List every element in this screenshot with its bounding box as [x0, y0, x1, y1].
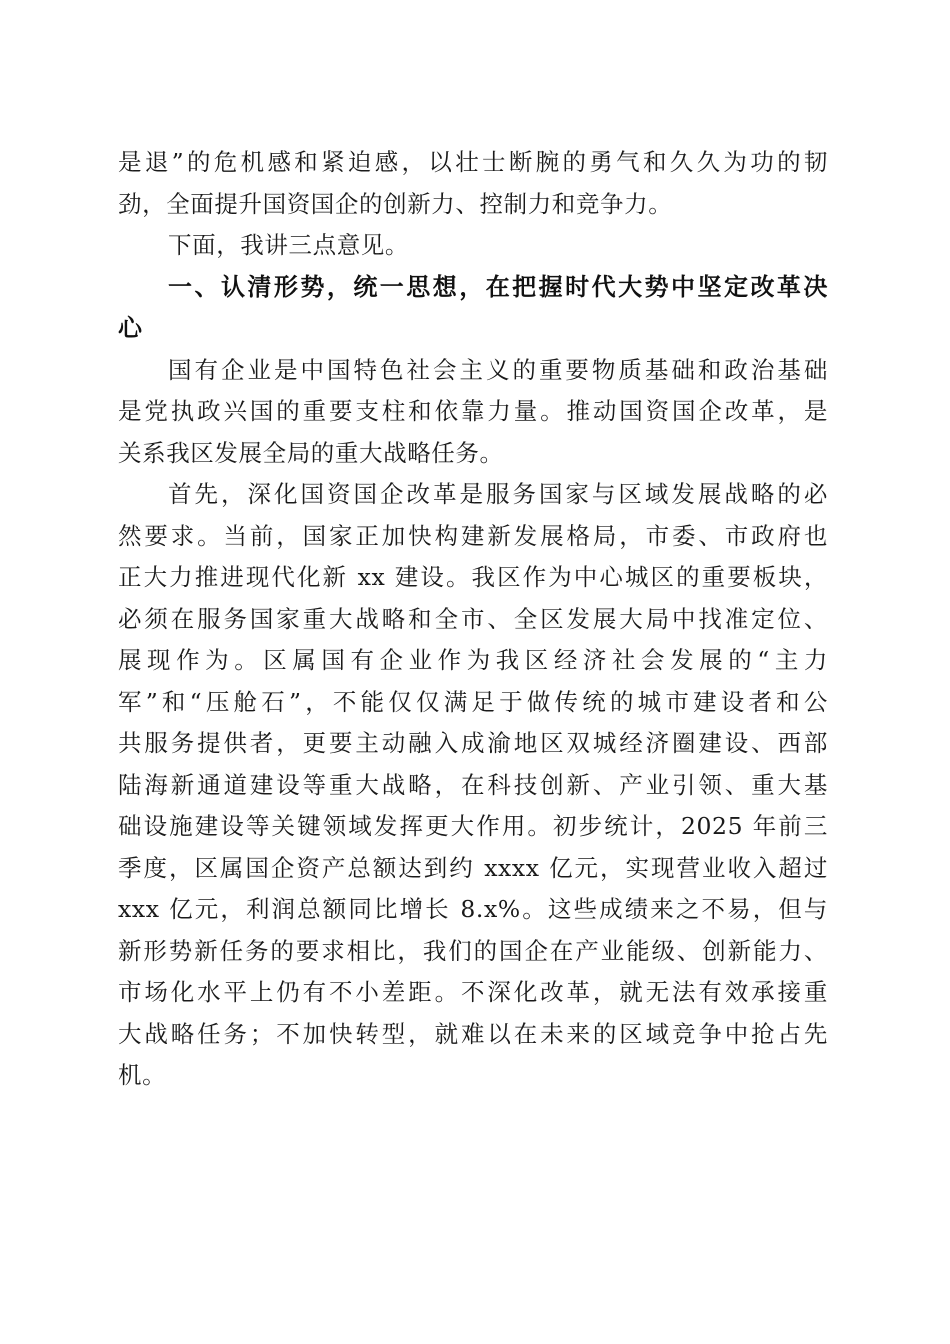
paragraph-line: 展现作为。区属国有企业作为我区经济社会发展的“主力 [118, 646, 828, 674]
paragraph-line: 必须在服务国家重大战略和全市、全区发展大局中找准定位、 [118, 604, 828, 633]
paragraph-line: 关系我区发展全局的重大战略任务。 [118, 438, 504, 467]
section-heading-continued: 心 [118, 314, 143, 342]
paragraph-line: 国有企业是中国特色社会主义的重要物质基础和政治基础 [168, 355, 828, 384]
paragraph-line: 陆海新通道建设等重大战略，在科技创新、产业引领、重大基 [118, 770, 828, 799]
paragraph-line: 军”和“压舱石”，不能仅仅满足于做传统的城市建设者和公 [118, 687, 828, 716]
paragraph-line: 共服务提供者，更要主动融入成渝地区双城经济圈建设、西部 [118, 729, 828, 757]
document-body [118, 142, 828, 1097]
paragraph-line: xxx 亿元，利润总额同比增长 8.x%。这些成绩来之不易，但与 [118, 895, 828, 923]
paragraph-line: 机。 [118, 1061, 167, 1089]
paragraph-line: 新形势新任务的要求相比，我们的国企在产业能级、创新能力、 [118, 936, 828, 965]
paragraph-line: 是党执政兴国的重要支柱和依靠力量。推动国资国企改革，是 [118, 397, 828, 425]
section-heading: 一、认清形势，统一思想，在把握时代大势中坚定改革决 [168, 272, 828, 301]
intro-line: 是退”的危机感和紧迫感，以壮士断腕的勇气和久久为功的韧 [118, 148, 828, 176]
paragraph-line: 正大力推进现代化新 xx 建设。我区作为中心城区的重要板块， [118, 563, 828, 591]
intro-line: 劲，全面提升国资国企的创新力、控制力和竞争力。 [118, 189, 673, 218]
paragraph-line: 首先，深化国资国企改革是服务国家与区域发展战略的必 [168, 480, 828, 508]
paragraph-line: 然要求。当前，国家正加快构建新发展格局，市委、市政府也 [118, 521, 828, 550]
paragraph-line: 大战略任务；不加快转型，就难以在未来的区域竞争中抢占先 [118, 1019, 828, 1048]
transition-sentence: 下面，我讲三点意见。 [168, 231, 409, 259]
paragraph-line: 季度，区属国企资产总额达到约 xxxx 亿元，实现营业收入超过 [118, 853, 828, 882]
paragraph-line: 础设施建设等关键领域发挥更大作用。初步统计，2025 年前三 [118, 812, 828, 840]
paragraph-line: 市场化水平上仍有不小差距。不深化改革，就无法有效承接重 [118, 978, 828, 1006]
